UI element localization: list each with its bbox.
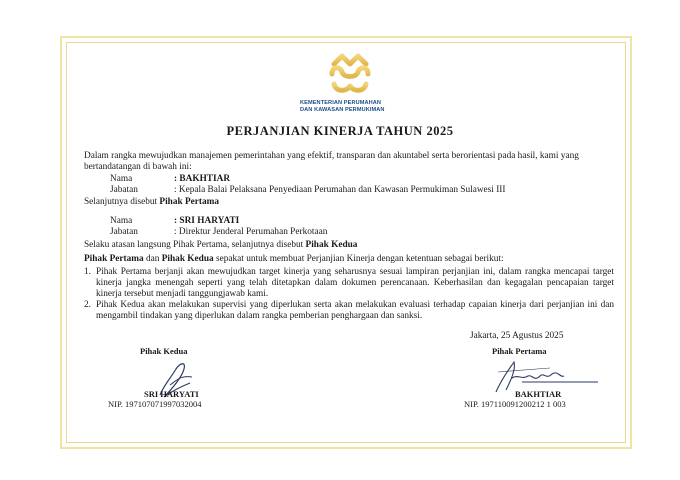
list-item-text: Pihak Pertama berjanji akan mewujudkan target kinerja yang seharusnya sesuai lampiran perjanjian ini, dalam rangka mencapai target kinerja jangka menengah seperti yang telah ditetapkan dalam dokumen perencanaan. Keberhasilan dan kegagalan pencapaian target kinerja tersebut menjadi tanggungjawab kami.: [96, 267, 614, 299]
intro-paragraph: Dalam rangka mewujudkan manajemen pemerintahan yang efektif, transparan dan akuntabel serta berorientasi pada hasil, kami yang bertandatangan di bawah ini:: [84, 151, 579, 172]
ministry-name: [300, 100, 410, 113]
second-party-referral-role: Pihak Kedua: [305, 240, 358, 250]
ministry-name-line1: KEMENTERIAN PERUMAHAN: [300, 100, 382, 106]
first-party-referral: [84, 197, 219, 208]
first-party-referral-prefix: Selanjutnya disebut: [84, 197, 160, 207]
agreement-party2: Pihak Kedua: [161, 254, 214, 264]
list-item-text: Pihak Kedua akan melakukan supervisi yang diperlukan serta akan melakukan evaluasi terhadap capaian kinerja dari perjanjian ini dan mengambil tindakan yang diperlukan dalam rangka pemberian penghargaan dan sanksi.: [96, 300, 614, 321]
list-item-number: 1.: [84, 267, 91, 277]
agreement-rest: sepakat untuk membuat Perjanjian Kinerja dengan ketentuan sebagai berikut:: [213, 254, 504, 264]
agreement-and: dan: [143, 254, 162, 264]
second-party-referral: [84, 240, 357, 251]
provisions-list: [84, 267, 614, 322]
first-party-name-value: : BAKHTIAR: [174, 174, 231, 184]
second-party-name-value: : SRI HARYATI: [174, 216, 240, 226]
left-signer-nip: NIP. 197107071997032004: [108, 399, 202, 409]
list-item: [84, 267, 614, 300]
left-signature-role: Pihak Kedua: [140, 346, 188, 356]
second-party-name-label: Nama: [110, 216, 133, 226]
agreement-statement: [84, 254, 504, 265]
document-title: PERJANJIAN KINERJA TAHUN 2025: [226, 124, 454, 138]
second-party-position-label: Jabatan: [110, 227, 138, 237]
first-party-referral-role: Pihak Pertama: [159, 197, 220, 207]
ministry-logo-icon: [320, 50, 380, 98]
place-date: Jakarta, 25 Agustus 2025: [470, 331, 564, 341]
first-party-position-label: Jabatan: [110, 185, 138, 195]
list-item: [84, 300, 614, 322]
list-item-number: 2.: [84, 300, 91, 310]
ministry-name-line2: DAN KAWASAN PERMUKIMAN: [300, 106, 385, 113]
second-party-referral-prefix: Selaku atasan langsung Pihak Pertama, selanjutnya disebut: [84, 240, 306, 250]
agreement-party1: Pihak Pertama: [84, 254, 144, 264]
right-signature-role: Pihak Pertama: [492, 346, 547, 356]
right-signer-name: BAKHTIAR: [515, 389, 562, 399]
first-party-name-label: Nama: [110, 174, 133, 184]
left-signer-name: SRI HARYATI: [144, 389, 199, 399]
first-party-position-value: : Kepala Balai Pelaksana Penyediaan Perumahan dan Kawasan Permukiman Sulawesi III: [174, 185, 506, 195]
second-party-position-value: : Direktur Jenderal Perumahan Perkotaan: [174, 227, 328, 237]
right-signer-nip: NIP. 197110091200212 1 003: [464, 399, 566, 409]
